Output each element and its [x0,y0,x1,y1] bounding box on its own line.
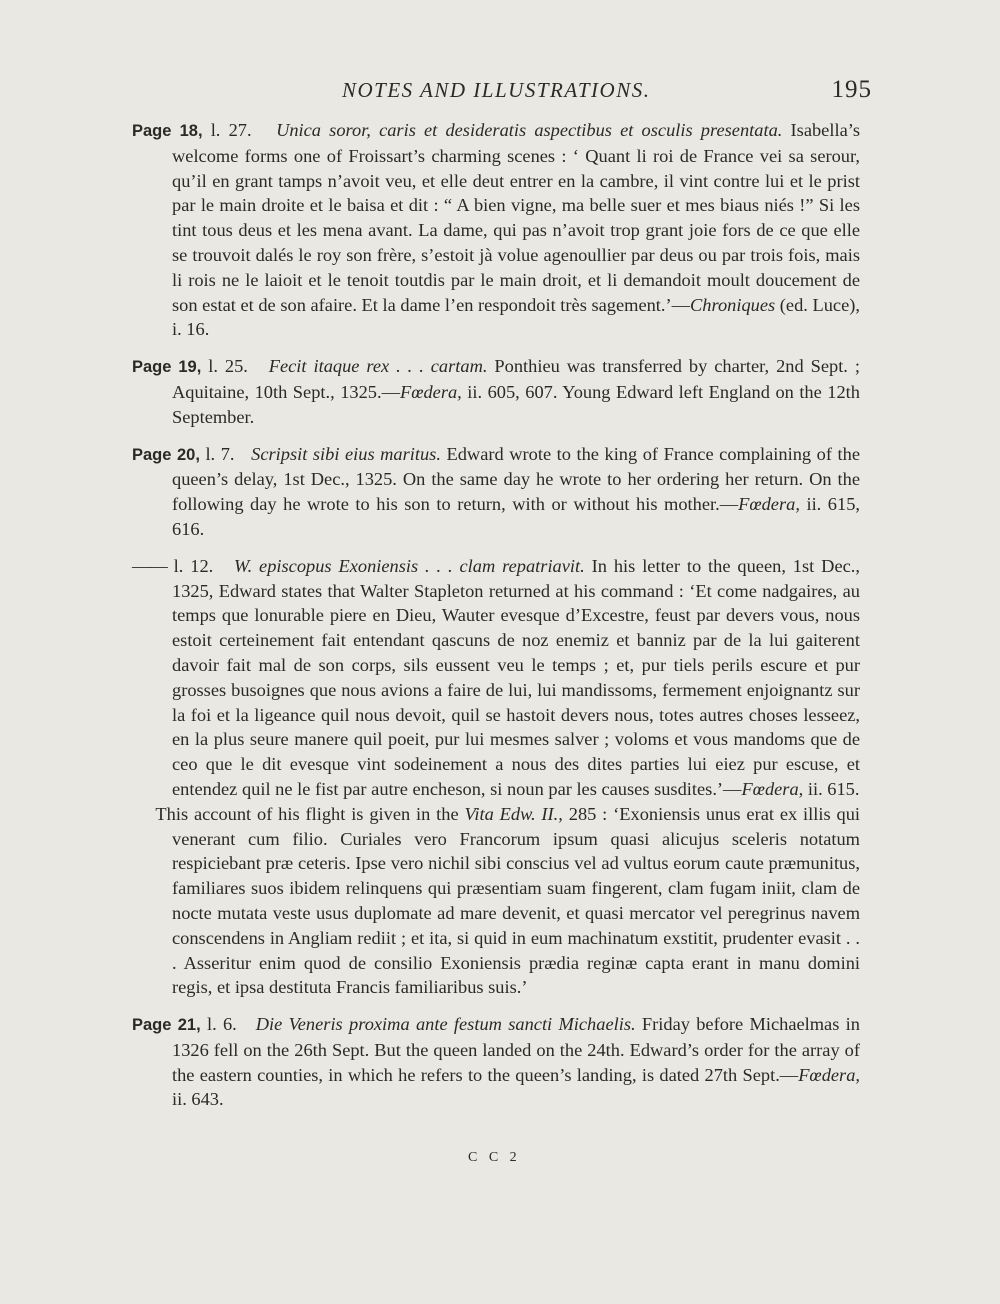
page-ref: Page 18, [132,122,203,140]
note-paragraph [132,554,860,802]
note-paragraph [132,354,860,429]
note-page-20-line-12 [132,554,860,1000]
line-ref: l. 25. [201,356,248,377]
running-head: NOTES AND ILLUSTRATIONS. [342,78,651,102]
note-paragraph [132,118,860,342]
latin-quote: W. episcopus Exoniensis . . . clam repatriavit. [233,555,585,576]
note-page-21 [132,1012,860,1112]
note-page-18 [132,118,860,342]
note-text: This account of his flight is given in the [155,803,465,824]
note-page-20 [132,442,860,542]
source-citation: (ed. Luce), i. 16. [172,294,860,340]
note-paragraph [132,1012,860,1112]
page-number: 195 [831,76,872,103]
line-ref: l. 27. [202,120,252,140]
source-title: Fœdera, [399,381,462,402]
note-paragraph-2 [132,802,860,1000]
latin-quote: Die Veneris proxima ante festum sancti Michaelis. [255,1014,636,1035]
line-ref: l. 6. [200,1014,237,1035]
latin-quote: Unica soror, caris et desideratis aspectibus et osculis presentata. [276,120,783,140]
latin-quote: Scripsit sibi eius maritus. [251,443,441,464]
note-page-19 [132,354,860,429]
ditto-dash: —— [132,555,167,576]
note-text: Ponthieu was transferred by charter, 2nd Sept. ; Aquitaine, 10th Sept., 1325.— [172,356,860,402]
note-text: In his letter to the queen, 1st Dec., 1325, Edward states that Walter Stapleton returned at his command : ‘Et come nadgaires, au temps que lonurable piere en Dieu, Wauter evesque d’Excestre, feust par devers vous, nous estoit certeinement fait entendant qascuns de noz enemiz et banniz par de la lui gaiterent davoir fait mal de son corps, sils eussent veu le temps ; et, pur tiels perils escure et pur grosses busoignes que nous avions a faire de lui, lui mandissoms, fermement enjoignantz sur la foi et la ligeance quil nous devoit, quil se hastoit devers nous, totes autres choses lesseez, en la plus seure manere quil poeit, pur lui mesmes salver ; voloms et vous mandoms que de ceo que le dit evesque vint sodeinement a nous des dites parties lui eiez pur escuse, et entendez quil ne le fist par autre encheson, si noun par les causes susdites.’— [172,555,860,799]
source-citation: ii. 615, 616. [172,494,860,539]
line-ref: l. 7. [199,443,235,464]
source-citation: ii. 643. [172,1089,224,1110]
note-text: 285 : ‘Exoniensis unus erat ex illis qui venerant cum filio. Curiales vero Francorum ipsum quasi alicujus sceleris notatum respiciebant præ ceteris. Ipse vero nichil sibi conscius vel ad vultus eorum caute præmunitus, familiares suos ibidem relinquens qui præsentiam suam fingerent, clam fugam iniit, clam de nocte mutata veste usus duplomate ad mare devenit, et quasi mercator vel peregrinus navem conscendens in Angliam rediit ; et ita, si quid in eum machinatum exstitit, prudenter evasit . . . Asseritur enim quod de consilio Exoniensis prædia reginæ capta erant in manu domini regis, et ipsa destituta Francis familiaribus suis.’ [172,803,861,998]
source-title: Chroniques [690,294,776,315]
signature-mark: C C 2 [468,1150,521,1165]
latin-quote: Fecit itaque rex . . . cartam. [268,356,488,377]
note-text: Friday before Michaelmas in 1326 fell on the 26th Sept. But the queen landed on the 24th. Edward’s order for the array of the eastern counties, in which he refers to the queen’s landing, is dated 27th Sept.— [172,1014,860,1085]
page-ref: Page 19, [132,358,202,377]
page-header [132,76,872,110]
page-ref: Page 20, [132,445,200,464]
page-ref: Page 21, [132,1016,201,1035]
source-title: Fœdera, [741,778,804,799]
note-text: Isabella’s welcome forms one of Froissart’s charming scenes : ‘ Quant li roi de France vei sa serour, qu’il en grant tamps n’avoit veu, et elle deut entrer en la cambre, il vint contre lui et le prist par le main droite et le baisa et dit : “ A bien vigne, ma belle suer et mes biaus niés !” Si les tint tous deus et les mena avant. La dame, qui pas n’avoit trop grant joie fors de ce que elle se trouvoit dalés le roy son frère, s’estoit jà volue agenoullier par deus ou par trois fois, mais li rois ne le laioit et le tenoit toutdis par le main droit, et li demandoit moult doucement de son estat et de son afaire. Et la dame l’en respondoit très sagement.’— [172,120,860,315]
line-ref: l. 12. [166,555,214,576]
source-title: Fœdera, [798,1064,860,1085]
note-text: Edward wrote to the king of France complaining of the queen’s delay, 1st Dec., 1325. On the same day he wrote to her ordering her return. On the following day he wrote to his son to return, with or without his mother.— [172,443,860,515]
notes-body [132,118,860,1124]
source-citation: ii. 615. [803,778,860,799]
note-paragraph [132,442,860,542]
source-title: Vita Edw. II., [464,803,563,824]
source-title: Fœdera, [738,494,800,515]
source-citation: ii. 605, 607. Young Edward left England on the 12th September. [172,381,860,427]
